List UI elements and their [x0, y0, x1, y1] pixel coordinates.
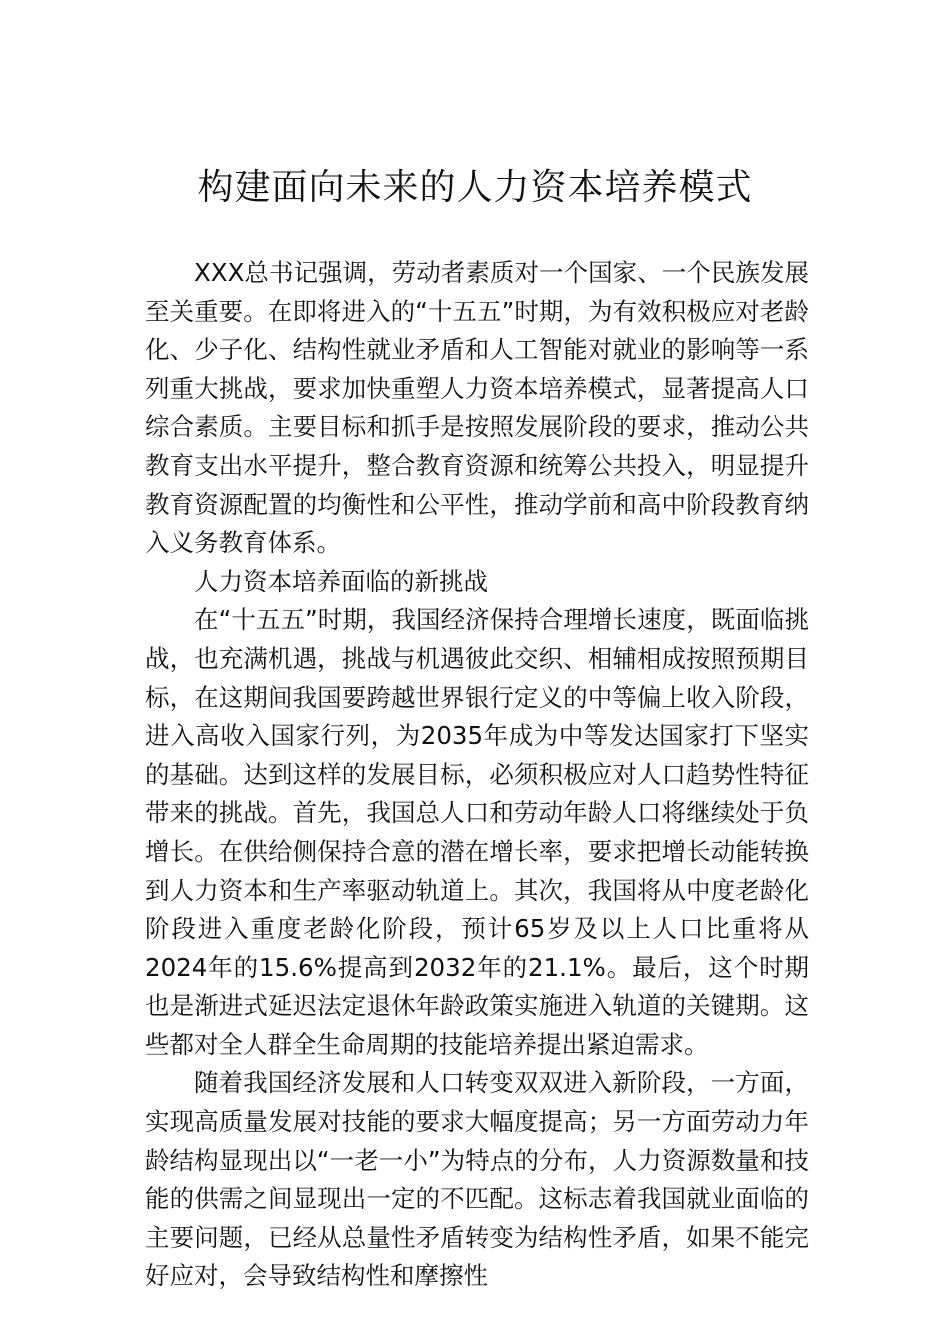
paragraph-challenges: 在“十五五”时期，我国经济保持合理增长速度，既面临挑战，也充满机遇，挑战与机遇彼此交织、相辅相成按照预期目标，在这期间我国要跨越世界银行定义的中等偏上收入阶段，进入高收入国家行列，为2035年成为中等发达国家打下坚实的基础。达到这样的发展目标，必须积极应对人口趋势性特征带来的挑战。首先，我国总人口和劳动年龄人口将继续处于负增长。在供给侧保持合意的潜在增长率，要求把增长动能转换到人力资本和生产率驱动轨道上。其次，我国将从中度老龄化阶段进入重度老龄化阶段，预计65岁及以上人口比重将从2024年的15.6%提高到2032年的21.1%。最后，这个时期也是渐进式延迟法定退休年龄政策实施进入轨道的关键期。这些都对全人群全生命周期的技能培养提出紧迫需求。	[145, 605, 809, 1059]
document-body	[145, 254, 809, 1296]
section-heading: 人力资本培养面临的新挑战	[194, 566, 488, 596]
paragraph-intro: XXX总书记强调，劳动者素质对一个国家、一个民族发展至关重要。在即将进入的“十五五”时期，为有效积极应对老龄化、少子化、结构性就业矛盾和人工智能对就业的影响等一系列重大挑战，要求加快重塑人力资本培养模式，显著提高人口综合素质。主要目标和抓手是按照发展阶段的要求，推动公共教育支出水平提升，整合教育资源和统筹公共投入，明显提升教育资源配置的均衡性和公平性，推动学前和高中阶段教育纳入义务教育体系。	[145, 258, 809, 558]
document-title: 构建面向未来的人力资本培养模式	[197, 167, 753, 208]
paragraph-structural: 随着我国经济发展和人口转变双双进入新阶段，一方面，实现高质量发展对技能的要求大幅度提高；另一方面劳动力年龄结构显现出以“一老一小”为特点的分布，人力资源数量和技能的供需之间显现出一定的不匹配。这标志着我国就业面临的主要问题，已经从总量性矛盾转变为结构性矛盾，如果不能完好应对，会导致结构性和摩擦性	[145, 1068, 809, 1291]
